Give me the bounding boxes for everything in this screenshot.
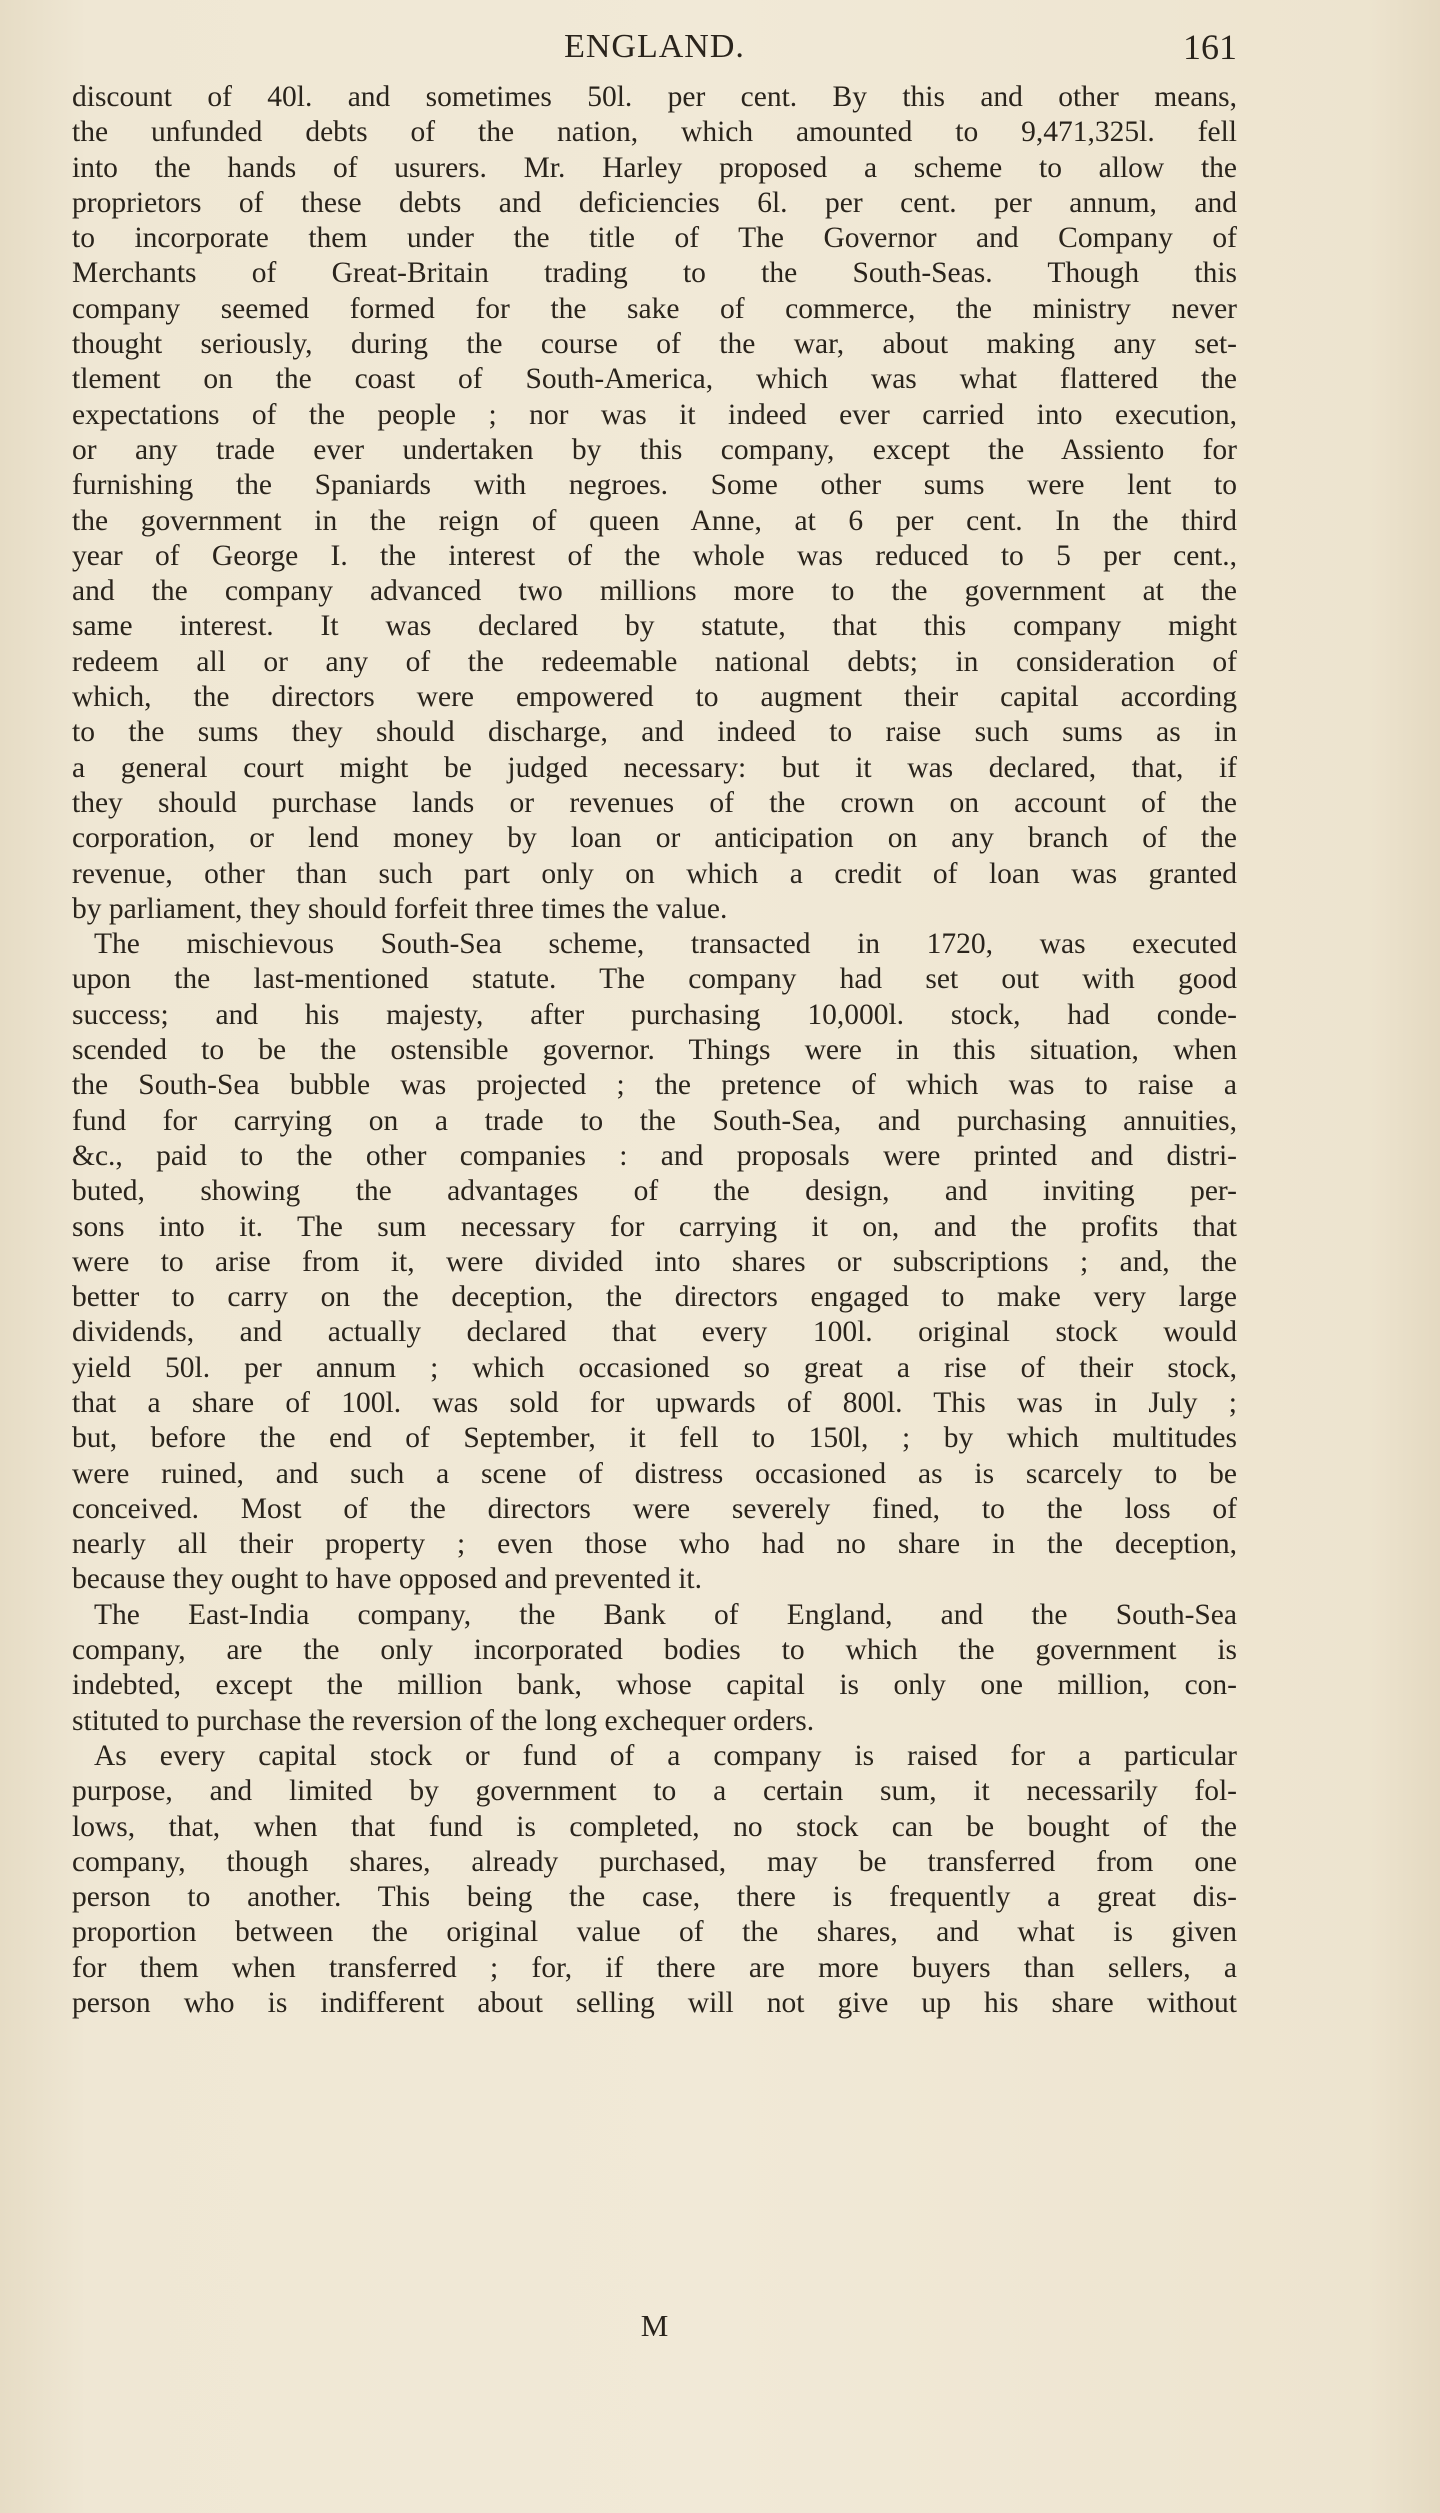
text-line: discount of 40l. and sometimes 50l. per cent. By this and other means, xyxy=(72,81,1237,113)
text-line: same interest. It was declared by statute, that this company might xyxy=(72,610,1237,643)
text-line: were ruined, and such a scene of distress occasioned as is scarcely to be xyxy=(72,1457,1237,1490)
text-line: person who is indifferent about selling will not give up his share without xyxy=(72,1987,1237,2020)
text-line: company, though shares, already purchased, may be transferred from one xyxy=(72,1845,1237,1878)
body-text xyxy=(72,80,1237,2021)
text-line: The East-India company, the Bank of England, and the South-Sea xyxy=(94,1598,1237,1631)
text-line: to the sums they should discharge, and indeed to raise such sums as in xyxy=(72,716,1237,749)
text-line: for them when transferred ; for, if there are more buyers than sellers, a xyxy=(72,1951,1237,1984)
text-line: the government in the reign of queen Anne, at 6 per cent. In the third xyxy=(72,504,1237,537)
text-line: and the company advanced two millions more to the government at the xyxy=(72,575,1237,608)
text-line: &c., paid to the other companies : and proposals were printed and distri- xyxy=(72,1139,1237,1172)
text-line: nearly all their property ; even those who had no share in the deception, xyxy=(72,1528,1237,1561)
text-line: purpose, and limited by government to a certain sum, it necessarily fol- xyxy=(72,1775,1237,1808)
text-line: stituted to purchase the reversion of the long exchequer orders. xyxy=(72,1704,815,1737)
text-line: were to arise from it, were divided into shares or subscriptions ; and, the xyxy=(72,1245,1237,1278)
text-line: yield 50l. per annum ; which occasioned so great a rise of their stock, xyxy=(72,1351,1237,1384)
text-line: redeem all or any of the redeemable national debts; in consideration of xyxy=(72,645,1237,678)
text-line: they should purchase lands or revenues of the crown on account of the xyxy=(72,786,1237,819)
text-line: The mischievous South-Sea scheme, transacted in 1720, was executed xyxy=(94,928,1237,961)
text-line: expectations of the people ; nor was it indeed ever carried into execution, xyxy=(72,398,1237,431)
text-line: proportion between the original value of the shares, and what is given xyxy=(72,1916,1237,1949)
text-line: revenue, other than such part only on which a credit of loan was granted xyxy=(72,857,1237,890)
text-line: person to another. This being the case, there is frequently a great dis- xyxy=(72,1881,1237,1914)
text-line: furnishing the Spaniards with negroes. Some other sums were lent to xyxy=(72,469,1237,502)
text-line: company, are the only incorporated bodies to which the government is xyxy=(72,1634,1237,1667)
text-line: better to carry on the deception, the directors engaged to make very large xyxy=(72,1281,1237,1314)
text-line: thought seriously, during the course of the war, about making any set- xyxy=(72,328,1237,361)
text-line: which, the directors were empowered to augment their capital according xyxy=(72,681,1237,714)
text-line: tlement on the coast of South-America, which was what flattered the xyxy=(72,363,1237,396)
text-line: a general court might be judged necessary: but it was declared, that, if xyxy=(72,751,1237,784)
text-line: As every capital stock or fund of a company is raised for a particular xyxy=(94,1739,1237,1772)
text-line: into the hands of usurers. Mr. Harley proposed a scheme to allow the xyxy=(72,151,1237,184)
text-line: or any trade ever undertaken by this company, except the Assiento for xyxy=(72,433,1237,466)
text-line: scended to be the ostensible governor. Things were in this situation, when xyxy=(72,1034,1237,1067)
text-line: but, before the end of September, it fell to 150l, ; by which multitudes xyxy=(72,1422,1237,1455)
page-number: 161 xyxy=(1183,27,1237,67)
text-line: to incorporate them under the title of The Governor and Company of xyxy=(72,222,1237,255)
text-line: company seemed formed for the sake of commerce, the ministry never xyxy=(72,292,1237,325)
text-line: because they ought to have opposed and prevented it. xyxy=(72,1563,702,1596)
text-line: fund for carrying on a trade to the South-Sea, and purchasing annuities, xyxy=(72,1104,1237,1137)
text-line: conceived. Most of the directors were severely fined, to the loss of xyxy=(72,1492,1237,1525)
text-line: the unfunded debts of the nation, which amounted to 9,471,325l. fell xyxy=(72,116,1237,149)
text-line: dividends, and actually declared that every 100l. original stock would xyxy=(72,1316,1237,1349)
text-line: proprietors of these debts and deficiencies 6l. per cent. per annum, and xyxy=(72,186,1237,219)
text-line: indebted, except the million bank, whose capital is only one million, con- xyxy=(72,1669,1237,1702)
text-line: that a share of 100l. was sold for upwards of 800l. This was in July ; xyxy=(72,1386,1237,1419)
text-line: sons into it. The sum necessary for carrying it on, and the profits that xyxy=(72,1210,1237,1243)
text-line: the South-Sea bubble was projected ; the pretence of which was to raise a xyxy=(72,1069,1237,1102)
text-line: lows, that, when that fund is completed, no stock can be bought of the xyxy=(72,1810,1237,1843)
text-line: by parliament, they should forfeit three times the value. xyxy=(72,892,728,925)
signature-mark: M xyxy=(640,2308,669,2343)
text-line: Merchants of Great-Britain trading to the South-Seas. Though this xyxy=(72,257,1237,290)
text-line: upon the last-mentioned statute. The company had set out with good xyxy=(72,963,1237,996)
text-line: year of George I. the interest of the whole was reduced to 5 per cent., xyxy=(72,539,1237,572)
text-line: corporation, or lend money by loan or anticipation on any branch of the xyxy=(72,822,1237,855)
text-line: success; and his majesty, after purchasing 10,000l. stock, had conde- xyxy=(72,998,1237,1031)
running-title: ENGLAND. xyxy=(564,28,745,65)
text-line: buted, showing the advantages of the design, and inviting per- xyxy=(72,1175,1237,1208)
running-head xyxy=(72,22,1237,72)
